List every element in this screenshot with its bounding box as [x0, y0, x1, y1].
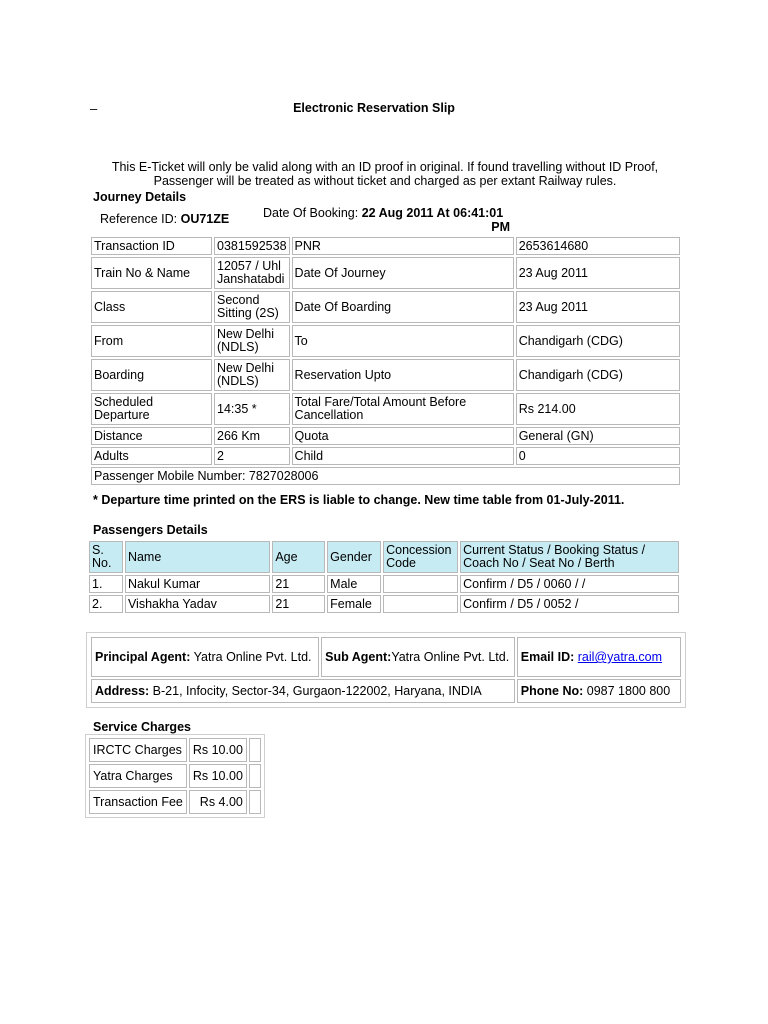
journey-row — [91, 427, 680, 445]
sub-agent-label: Sub Agent: — [325, 650, 392, 664]
journey-label: To — [292, 325, 514, 357]
email-link[interactable]: rail@yatra.com — [577, 650, 663, 664]
phone-cell — [517, 679, 681, 703]
column-header: Gender — [327, 541, 381, 573]
sub-agent-value: Yatra Online Pvt. Ltd. — [391, 650, 510, 664]
journey-row — [91, 359, 680, 391]
principal-agent-label: Principal Agent: — [95, 650, 191, 664]
journey-row — [91, 447, 680, 465]
journey-value: 266 Km — [214, 427, 290, 445]
journey-details-heading: Journey Details — [93, 190, 187, 204]
journey-label: Transaction ID — [91, 237, 212, 255]
principal-agent-value: Yatra Online Pvt. Ltd. — [193, 650, 312, 664]
page-title-text: Electronic Reservation Slip — [293, 101, 455, 115]
journey-value: New Delhi (NDLS) — [214, 359, 290, 391]
service-charge-label: Yatra Charges — [89, 764, 187, 788]
journey-row — [91, 257, 680, 289]
journey-label: Child — [292, 447, 514, 465]
journey-label: Adults — [91, 447, 212, 465]
sub-agent-cell — [321, 637, 515, 677]
journey-value: 23 Aug 2011 — [516, 291, 680, 323]
service-charges-heading: Service Charges — [93, 720, 191, 734]
service-charge-row — [89, 764, 261, 788]
journey-row — [91, 467, 680, 485]
email-cell — [517, 637, 681, 677]
passenger-cell — [383, 595, 458, 613]
header-dash: – — [90, 101, 98, 116]
service-charge-blank — [249, 764, 261, 788]
service-charges-table — [87, 736, 263, 816]
passengers-details-heading: Passengers Details — [93, 523, 208, 537]
passenger-cell: Confirm / D5 / 0060 / / — [460, 575, 679, 593]
agent-details-table — [89, 635, 683, 705]
passenger-cell: Female — [327, 595, 381, 613]
journey-label: From — [91, 325, 212, 357]
journey-value: Rs 214.00 — [516, 393, 680, 425]
passenger-mobile-number: Passenger Mobile Number: 7827028006 — [91, 467, 680, 485]
journey-label: PNR — [292, 237, 514, 255]
journey-value: 2 — [214, 447, 290, 465]
reference-id — [100, 212, 229, 226]
column-header: Concession Code — [383, 541, 458, 573]
column-header: Name — [125, 541, 270, 573]
passenger-row — [89, 595, 679, 613]
passengers-table — [87, 539, 681, 615]
booking-date-label: Date Of Booking: — [263, 206, 359, 220]
passenger-cell: 2. — [89, 595, 123, 613]
passenger-cell — [383, 575, 458, 593]
service-charge-amount: Rs 4.00 — [189, 790, 247, 814]
departure-time-note: * Departure time printed on the ERS is liable to change. New time table from 01-July-2011. — [93, 493, 625, 507]
passenger-cell: 21 — [272, 595, 325, 613]
journey-label: Scheduled Departure — [91, 393, 212, 425]
phone-label: Phone No: — [520, 684, 584, 698]
journey-details-table — [89, 235, 682, 487]
agent-details-box — [86, 632, 686, 708]
service-charge-row — [89, 790, 261, 814]
address-label: Address: — [95, 684, 150, 698]
journey-value: General (GN) — [516, 427, 680, 445]
journey-value: 23 Aug 2011 — [516, 257, 680, 289]
service-charge-blank — [249, 790, 261, 814]
passenger-cell: Vishakha Yadav — [125, 595, 270, 613]
passenger-cell: Confirm / D5 / 0052 / — [460, 595, 679, 613]
passenger-cell: Nakul Kumar — [125, 575, 270, 593]
column-header: S. No. — [89, 541, 123, 573]
passenger-cell: 21 — [272, 575, 325, 593]
passenger-row — [89, 575, 679, 593]
journey-value: Second Sitting (2S) — [214, 291, 290, 323]
service-charge-label: Transaction Fee — [89, 790, 187, 814]
journey-row — [91, 291, 680, 323]
journey-label: Class — [91, 291, 212, 323]
booking-date-pm: PM — [491, 220, 510, 234]
journey-label: Quota — [292, 427, 514, 445]
journey-value: Chandigarh (CDG) — [516, 359, 680, 391]
column-header: Current Status / Booking Status / Coach No / Seat No / Berth — [460, 541, 679, 573]
journey-value: New Delhi (NDLS) — [214, 325, 290, 357]
journey-row — [91, 393, 680, 425]
journey-label: Distance — [91, 427, 212, 445]
service-charge-amount: Rs 10.00 — [189, 764, 247, 788]
journey-value: 14:35 * — [214, 393, 290, 425]
service-charge-label: IRCTC Charges — [89, 738, 187, 762]
journey-value: 0381592538 — [214, 237, 290, 255]
booking-date-value: 22 Aug 2011 At 06:41:01 — [361, 206, 504, 220]
address-cell — [91, 679, 515, 703]
journey-value: Chandigarh (CDG) — [516, 325, 680, 357]
journey-row — [91, 237, 680, 255]
reference-id-label: Reference ID: — [100, 212, 178, 226]
passenger-cell: Male — [327, 575, 381, 593]
service-charge-row — [89, 738, 261, 762]
journey-label: Reservation Upto — [292, 359, 514, 391]
phone-value: 0987 1800 800 — [586, 684, 671, 698]
journey-label: Boarding — [91, 359, 212, 391]
journey-label: Train No & Name — [91, 257, 212, 289]
service-charges-box — [85, 734, 265, 818]
service-charge-blank — [249, 738, 261, 762]
journey-value: 12057 / Uhl Janshatabdi — [214, 257, 290, 289]
page-title — [0, 101, 768, 115]
principal-agent-cell — [91, 637, 319, 677]
passengers-header-row — [89, 541, 679, 573]
journey-value: 0 — [516, 447, 680, 465]
journey-value: 2653614680 — [516, 237, 680, 255]
passenger-cell: 1. — [89, 575, 123, 593]
id-proof-notice: This E-Ticket will only be valid along with an ID proof in original. If found travelling without ID Proof, Passenger will be treated as without ticket and charged as per extant Railway rules. — [111, 160, 659, 188]
email-label: Email ID: — [520, 650, 575, 664]
journey-row — [91, 325, 680, 357]
booking-date — [263, 206, 523, 234]
address-value: B-21, Infocity, Sector-34, Gurgaon-122002, Haryana, INDIA — [152, 684, 482, 698]
service-charge-amount: Rs 10.00 — [189, 738, 247, 762]
journey-label: Total Fare/Total Amount Before Cancellation — [292, 393, 514, 425]
journey-label: Date Of Boarding — [292, 291, 514, 323]
journey-label: Date Of Journey — [292, 257, 514, 289]
column-header: Age — [272, 541, 325, 573]
reference-id-value: OU71ZE — [180, 212, 230, 226]
